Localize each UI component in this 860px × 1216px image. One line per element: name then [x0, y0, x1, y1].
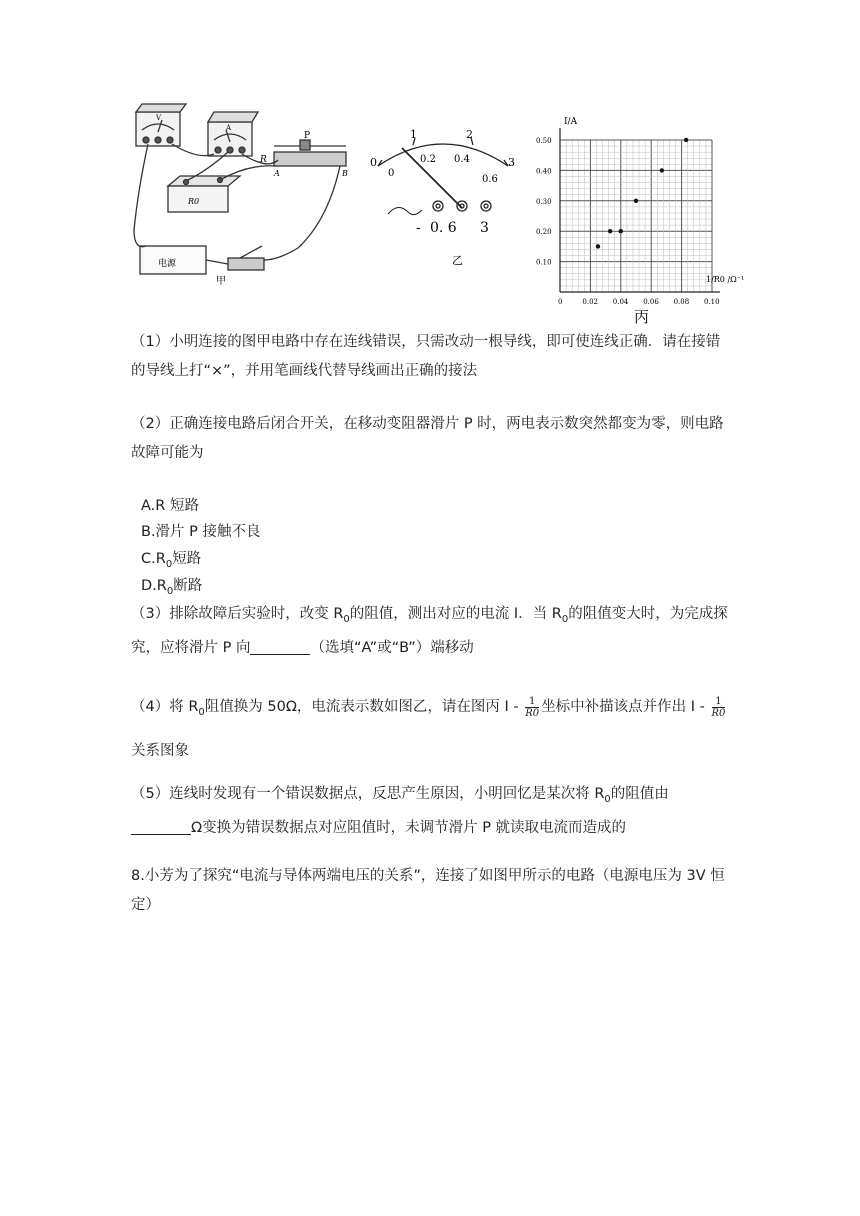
q3-part2: 的阻值，测出对应的电流 I．当 R — [349, 606, 562, 622]
question-8: 8.小芳为了探究“电流与导体两端电压的关系”，连接了如图甲所示的电路（电源电压为 3V 恒定） — [131, 868, 725, 913]
data-point — [660, 168, 664, 172]
end-a-label: A — [274, 169, 280, 178]
voltmeter — [136, 104, 186, 146]
x-tick-label: 0.04 — [612, 298, 629, 306]
rheostat-r-label: R — [260, 155, 267, 165]
scale-bottom-06: 0.6 — [482, 174, 498, 185]
chart-ylabel: I/A — [564, 117, 578, 127]
chart-xlabel: 1/R0 /Ω⁻¹ — [706, 275, 745, 284]
q4-part2: 阻值换为 50Ω，电流表示数如图乙，请在图丙 I - — [204, 699, 524, 715]
slider-p-label: P — [304, 131, 311, 141]
option-c-post: 短路 — [172, 551, 202, 567]
x-tick-label: 0.08 — [673, 298, 690, 306]
q5-answer-blank[interactable] — [131, 818, 191, 835]
scale-bottom-0: 0 — [388, 168, 395, 179]
q5-sub1: 0 — [604, 793, 611, 805]
terminal-minus: - — [416, 220, 421, 236]
r0-label: R0 — [188, 197, 200, 206]
option-d-post: 断路 — [173, 578, 203, 594]
question-5 — [131, 780, 731, 843]
switch — [228, 246, 264, 270]
x-tick-label: 0.02 — [582, 298, 598, 306]
terminal-3: 3 — [480, 220, 489, 236]
question-1: （1）小明连接的图甲电路中存在连线错误，只需改动一根导线，即可使连线正确．请在接错的导线上打“×”，并用笔画线代替导线画出正确的接法 — [131, 334, 721, 379]
q3-answer-blank[interactable] — [250, 638, 310, 655]
scale-top-2: 2 — [466, 128, 473, 141]
scale-bottom-02: 0.2 — [420, 154, 436, 165]
x-tick-label: 0.10 — [704, 298, 720, 306]
scale-top-3: 3 — [508, 156, 515, 169]
x-tick-label: 0.06 — [643, 298, 659, 306]
end-b-label: B — [342, 169, 348, 178]
x-tick-label: 0 — [558, 298, 563, 306]
q3-part1: （3）排除故障后实验时，改变 R — [131, 606, 344, 622]
source-label: 电源 — [158, 259, 177, 269]
y-tick-label: 0.20 — [536, 228, 552, 237]
data-point — [608, 229, 612, 233]
figure-yi-label: 乙 — [452, 254, 463, 266]
question-2: （2）正确连接电路后闭合开关，在移动变阻器滑片 P 时，两电表示数突然都变为零，则电路故障可能为 — [131, 416, 724, 461]
scale-top-0: 0 — [370, 156, 377, 169]
q4-part3: 坐标中补描该点并作出 I - — [541, 699, 710, 715]
option-d-sub: 0 — [166, 585, 174, 597]
data-point — [634, 199, 638, 203]
y-tick-label: 0.40 — [536, 167, 552, 176]
q3-part3: 的阻值变大时，为完成探究，应将滑片 P 向 — [131, 606, 728, 656]
chart-title: 丙 — [634, 308, 650, 326]
option-a: A.R 短路 — [141, 498, 199, 514]
data-point — [684, 138, 688, 142]
q4-fraction-1: $\frac{1}{R0}$ — [525, 695, 540, 719]
voltmeter-label: V — [156, 114, 162, 122]
chart-bing — [530, 110, 760, 330]
scale-top-1: 1 — [410, 128, 417, 141]
ammeter-label: A — [226, 124, 232, 132]
option-c-pre: C.R — [141, 551, 166, 567]
option-c-sub: 0 — [165, 558, 173, 570]
question-4 — [131, 688, 731, 770]
q4-sub1: 0 — [198, 706, 205, 718]
ammeter — [208, 112, 258, 156]
q3-sub2: 0 — [561, 613, 569, 625]
y-tick-label: 0.10 — [536, 258, 552, 267]
q3-sub1: 0 — [343, 613, 350, 625]
figure-jia-label: 甲 — [216, 276, 226, 287]
y-tick-label: 0.30 — [536, 197, 552, 206]
q4-fraction-2: $\frac{1}{R0}$ — [711, 695, 726, 719]
terminal-0-6: 0. 6 — [430, 220, 457, 236]
q5-part2: 的阻值由 — [610, 786, 669, 802]
y-tick-label: 0.50 — [536, 137, 552, 145]
resistor-r0 — [168, 176, 240, 212]
q5-part1: （5）连线时发现有一个错误数据点，反思产生原因，小明回忆是某次将 R — [131, 786, 605, 802]
option-b: B.滑片 P 接触不良 — [141, 524, 261, 540]
ammeter-dial-yi — [368, 126, 520, 266]
scale-bottom-04: 0.4 — [454, 154, 470, 165]
data-point — [596, 244, 600, 248]
q5-part3: Ω变换为错误数据点对应阻值时，未调节滑片 P 就读取电流而造成的 — [191, 819, 627, 836]
q3-part4: （选填“A”或“B”）端移动 — [310, 639, 474, 656]
q4-part4: 关系图象 — [131, 742, 189, 759]
data-point — [619, 229, 623, 233]
circuit-figure-jia — [128, 100, 360, 290]
question-3 — [131, 600, 731, 663]
rheostat — [274, 140, 346, 166]
option-d-pre: D.R — [141, 578, 167, 594]
q4-part1: （4）将 R — [131, 699, 199, 715]
